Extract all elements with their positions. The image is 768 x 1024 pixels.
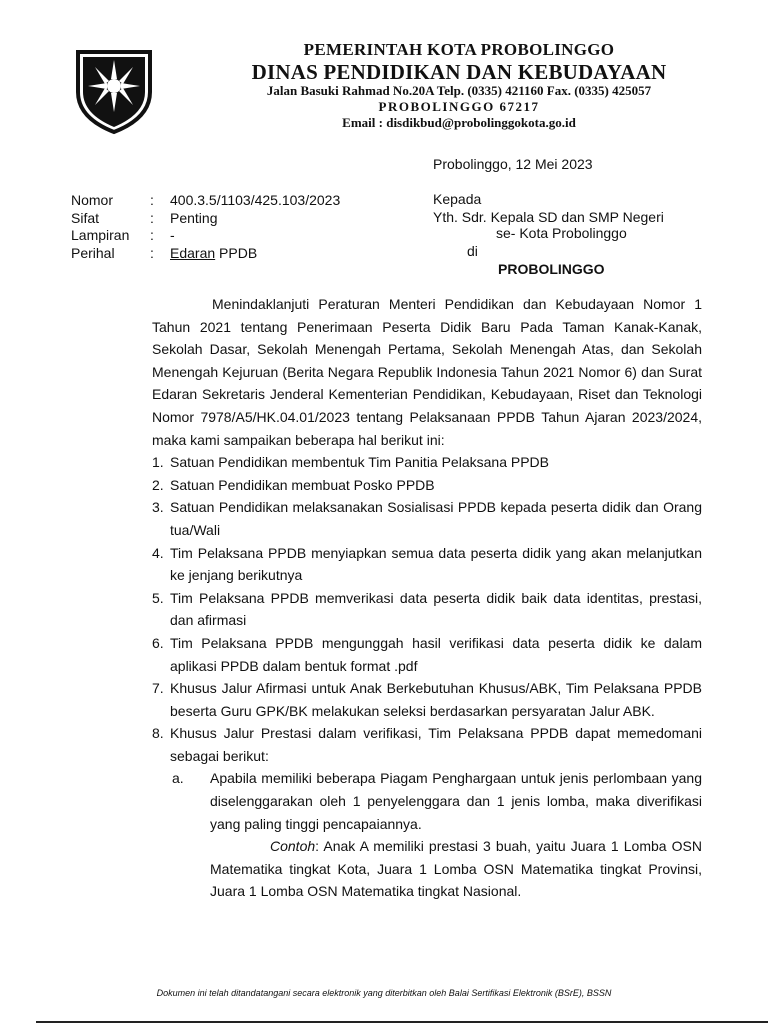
list-text: Khusus Jalur Prestasi dalam verifikasi, Tim Pelaksana PPDB dapat memedomani sebagai berikut: [170, 725, 702, 764]
perihal-rest: PPDB [215, 245, 258, 261]
list-number: 1. [152, 454, 164, 471]
nomor-value: 400.3.5/1103/425.103/2023 [170, 192, 341, 208]
list-text: Khusus Jalur Afirmasi untuk Anak Berkebutuhan Khusus/ABK, Tim Pelaksana PPDB beserta Guru GPK/BK melakukan seleksi berdasarkan persyaratan Jalur ABK. [170, 680, 702, 719]
example-paragraph [210, 835, 702, 903]
example-text: : Anak A memiliki prestasi 3 buah, yaitu Juara 1 Lomba OSN Matematika tingkat Kota, Juara 1 Lomba OSN Matematika tingkat Provinsi, Juara 1 Lomba OSN Matematika tingkat Nasional. [210, 838, 702, 900]
list-item [152, 451, 702, 474]
sub-list-number: a. [172, 770, 184, 787]
letterhead-department: DINAS PENDIDIKAN DAN KEBUDAYAAN [251, 60, 667, 84]
list-item [152, 542, 702, 587]
list-number: 6. [152, 634, 164, 651]
letterhead-government: PEMERINTAH KOTA PROBOLINGGO [303, 40, 615, 59]
recipient-line1: Yth. Sdr. Kepala SD dan SMP Negeri [433, 209, 664, 225]
list-item [152, 677, 702, 722]
list-number: 7. [152, 680, 164, 697]
recipient-to: Kepada [433, 191, 482, 207]
list-number: 3. [152, 499, 164, 516]
letterhead-address: Jalan Basuki Rahmad No.20A Telp. (0335) 421160 Fax. (0335) 425057 [266, 83, 652, 98]
letter-date: Probolinggo, 12 Mei 2023 [433, 156, 593, 172]
instruction-list [152, 451, 702, 903]
bottom-divider [36, 1021, 768, 1023]
lampiran-label: Lampiran [71, 227, 130, 243]
nomor-colon: : [150, 192, 154, 208]
list-item [152, 474, 702, 497]
perihal-underlined: Edaran [170, 245, 216, 261]
sub-list-item [170, 767, 702, 903]
sifat-label: Sifat [71, 210, 100, 226]
letterhead-email: Email : disdikbud@probolinggokota.go.id [342, 115, 576, 130]
lampiran-value: - [170, 227, 175, 243]
list-item [152, 587, 702, 632]
list-number: 8. [152, 725, 164, 742]
perihal-label: Perihal [71, 245, 115, 261]
list-number: 2. [152, 476, 164, 493]
list-text: Satuan Pendidikan membuat Posko PPDB [170, 476, 435, 493]
recipient-di: di [467, 243, 478, 259]
list-text: Satuan Pendidikan membentuk Tim Panitia Pelaksana PPDB [170, 454, 549, 471]
list-number: 4. [152, 544, 164, 561]
e-signature-footer: Dokumen ini telah ditandatangani secara elektronik yang diterbitkan oleh Balai Sertifikasi Elektronik (BSrE), BSSN [156, 988, 612, 998]
sifat-value: Penting [170, 210, 218, 226]
sifat-colon: : [150, 210, 154, 226]
list-item [152, 496, 702, 541]
letterhead-city: PROBOLINGGO 67217 [378, 99, 540, 114]
list-text: Satuan Pendidikan melaksanakan Sosialisasi PPDB kepada peserta didik dan Orang tua/Wali [170, 499, 702, 538]
list-text: Tim Pelaksana PPDB memverikasi data peserta didik baik data identitas, prestasi, dan afirmasi [170, 589, 702, 629]
intro-paragraph: Menindaklanjuti Peraturan Menteri Pendidikan dan Kebudayaan Nomor 1 Tahun 2021 tentang Penerimaan Peserta Didik Baru Pada Taman Kanak-Kanak, Sekolah Dasar, Sekolah Menengah Pertama, Sekolah Menengah Atas, dan Sekolah Menengah Kejuruan (Berita Negara Republik Indonesia Tahun 2021 Nomor 6) dan Surat Edaran Sekretaris Jenderal Kementerian Pendidikan, Kebudayaan, Riset dan Teknologi Nomor 7978/A5/HK.04.01/2023 tentang Pelaksanaan PPDB Tahun Ajaran 2023/2024, maka kami sampaikan beberapa hal berikut ini: [152, 296, 702, 448]
list-text: Tim Pelaksana PPDB mengunggah hasil verifikasi data peserta didik ke dalam aplikasi PPDB dalam bentuk format .pdf [170, 634, 702, 674]
list-item [152, 722, 702, 903]
recipient-line2: se- Kota Probolinggo [496, 225, 627, 241]
sub-list-text: Apabila memiliki beberapa Piagam Penghargaan untuk jenis perlombaan yang diselenggarakan oleh 1 penyelenggara dan 1 jenis lomba, maka diverifikasi yang paling tinggi pencapaiannya. [210, 770, 702, 832]
list-text: Tim Pelaksana PPDB menyiapkan semua data peserta didik yang akan melanjutkan ke jenjang berikutnya [170, 544, 702, 584]
example-label: Contoh [270, 838, 316, 855]
recipient-place: PROBOLINGGO [498, 261, 605, 277]
lampiran-colon: : [150, 227, 154, 243]
list-item [152, 632, 702, 677]
sub-list [170, 767, 702, 903]
nomor-label: Nomor [71, 192, 114, 208]
perihal-value [170, 244, 257, 262]
list-number: 5. [152, 589, 164, 606]
city-emblem-logo [72, 46, 156, 136]
perihal-colon: : [150, 245, 154, 261]
letter-body [152, 293, 702, 903]
